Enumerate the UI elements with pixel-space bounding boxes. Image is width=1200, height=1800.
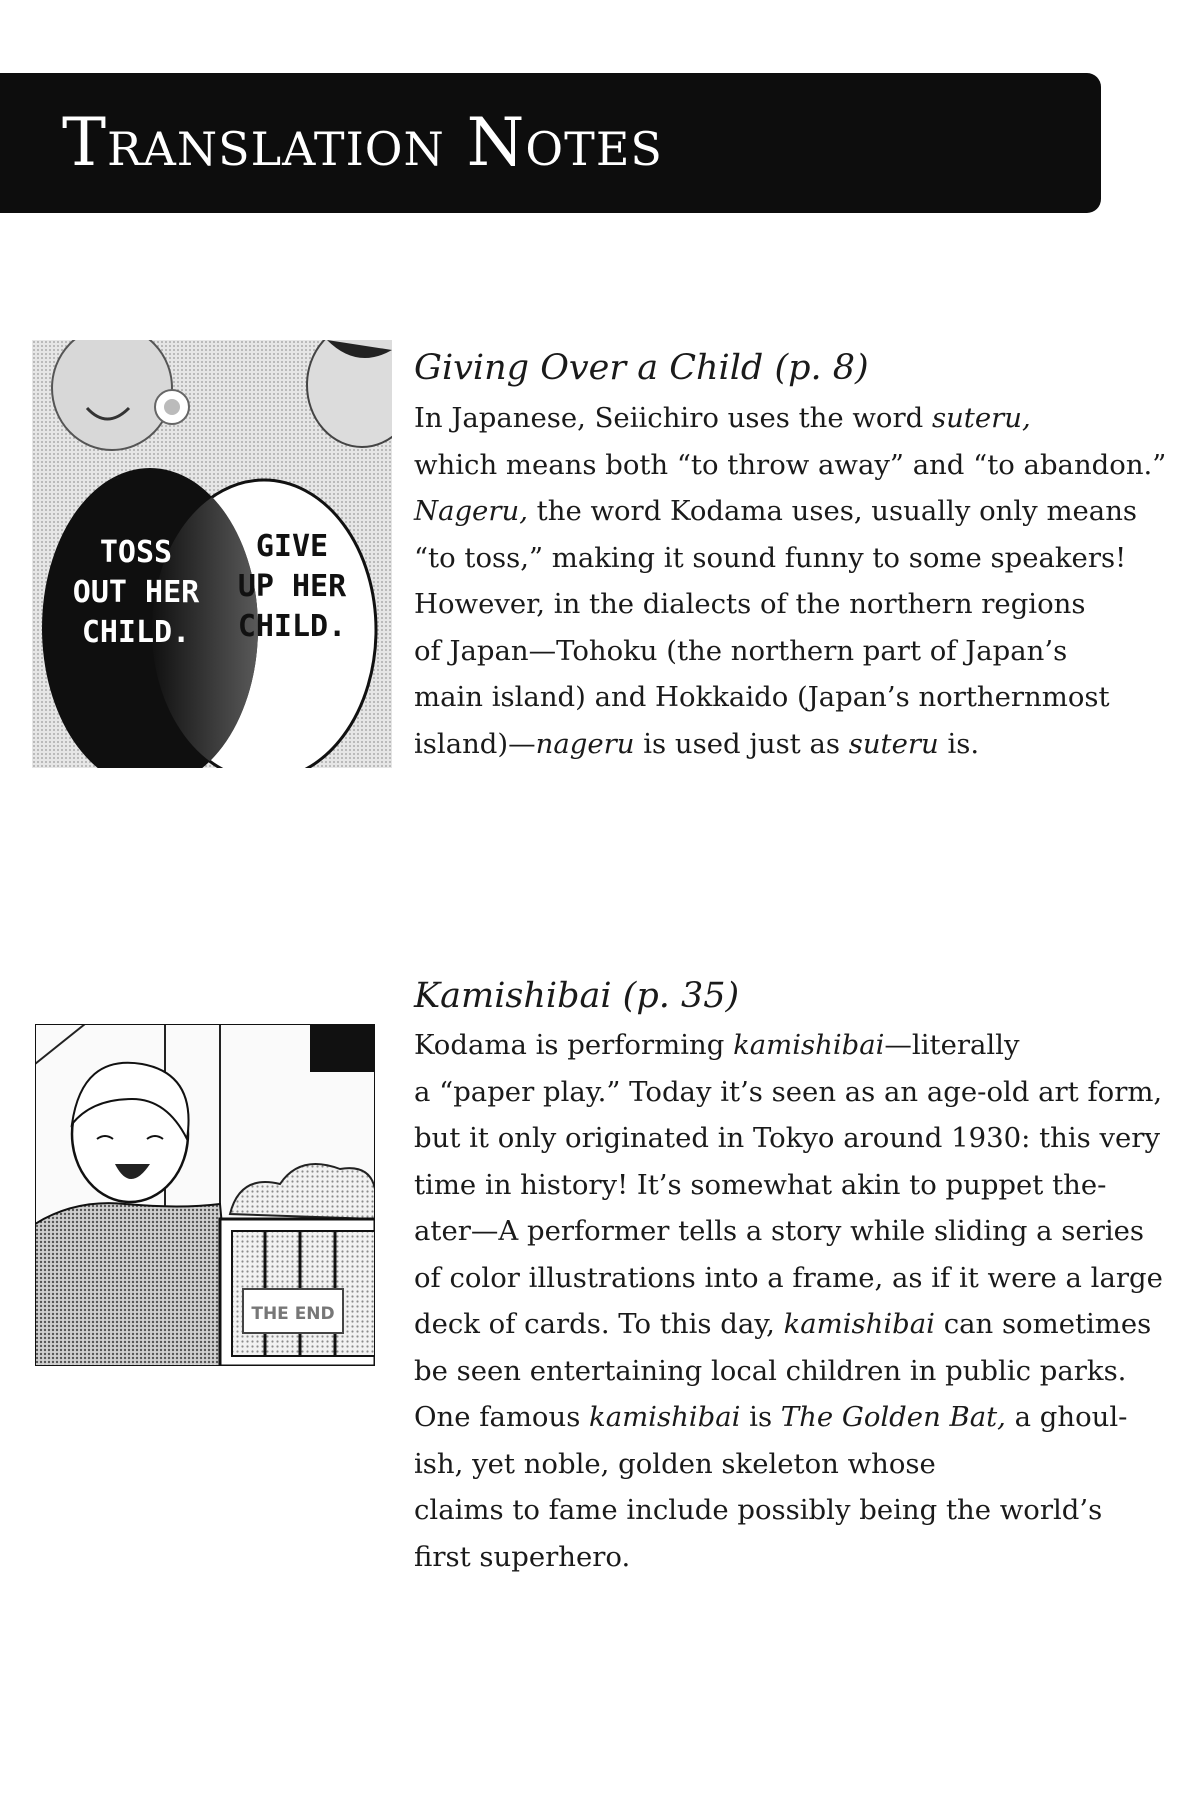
venn-right-line-2: UP HER (237, 569, 347, 604)
text-run: main island) and Hokkaido (Japan’s northernmost (414, 681, 1110, 713)
venn-left-line-2: OUT HER (72, 575, 200, 610)
venn-left-line-3: CHILD. (81, 615, 191, 650)
note-2-body (414, 1022, 1170, 1580)
note-2-line (414, 1441, 1170, 1488)
note-1-line (414, 628, 1170, 675)
text-run: —literally (884, 1029, 1020, 1061)
text-run: a ghoul- (1005, 1401, 1128, 1433)
note-1-line (414, 535, 1170, 582)
note-2-title: Kamishibai (p. 35) (414, 976, 740, 1016)
note-2-line (414, 1162, 1170, 1209)
note-2-line (414, 1115, 1170, 1162)
text-run: ish, yet noble, golden skeleton whose (414, 1447, 936, 1480)
note-2-line (414, 1348, 1170, 1395)
text-run: can sometimes (934, 1308, 1152, 1340)
note-2-line (414, 1208, 1170, 1255)
sign-the-end: THE END (251, 1304, 335, 1324)
note-1-title: Giving Over a Child (p. 8) (414, 348, 869, 388)
text-run: is (740, 1401, 781, 1433)
italic-term: The Golden Bat, (780, 1401, 1006, 1433)
italic-term: suteru, (931, 402, 1031, 434)
note-2-line (414, 1534, 1170, 1581)
italic-term: Nageru, (414, 495, 528, 527)
note-1-line (414, 442, 1170, 489)
note-2-line (414, 1301, 1170, 1348)
italic-term: suteru (848, 727, 939, 760)
text-run: island)— (414, 727, 536, 760)
text-run: ater—A performer tells a story while sliding a series (414, 1215, 1145, 1247)
venn-left-line-1: TOSS (99, 535, 173, 570)
text-run: but it only originated in Tokyo around 1930: this very (414, 1122, 1160, 1154)
note-1-line (414, 395, 1170, 442)
text-run: deck of cards. To this day, (414, 1308, 784, 1340)
note-2-line (414, 1022, 1170, 1069)
note-1-line (414, 674, 1170, 721)
italic-term: kamishibai (783, 1308, 935, 1340)
text-run: first superhero. (414, 1540, 631, 1573)
text-run: of color illustrations into a frame, as if it were a large (414, 1261, 1163, 1294)
note-1-line (414, 488, 1170, 535)
note-1-illustration (32, 340, 392, 768)
note-2-line (414, 1255, 1170, 1302)
text-run: In Japanese, Seiichiro uses the word (414, 402, 932, 434)
venn-right-line-1: GIVE (255, 529, 329, 564)
text-run: One famous (414, 1401, 590, 1433)
text-run: However, in the dialects of the northern regions (414, 588, 1086, 620)
note-1-body (414, 395, 1170, 767)
text-run: be seen entertaining local children in public parks. (414, 1354, 1127, 1387)
venn-right-line-3: CHILD. (237, 609, 347, 644)
note-2-line (414, 1069, 1170, 1116)
text-run: which means both “to throw away” and “to abandon.” (414, 448, 1167, 481)
text-run: “to toss,” making it sound funny to some speakers! (414, 541, 1127, 574)
note-1-line (414, 581, 1170, 628)
text-run: is. (938, 727, 980, 760)
header-banner (0, 73, 1101, 213)
text-run: time in history! It’s somewhat akin to puppet the- (414, 1168, 1107, 1201)
italic-term: kamishibai (589, 1401, 741, 1433)
page-title: Translation Notes (62, 104, 663, 181)
text-run: a “paper play.” Today it’s seen as an age-old art form, (414, 1075, 1163, 1108)
italic-term: nageru (535, 727, 635, 760)
text-run: the word Kodama uses, usually only means (527, 495, 1138, 527)
note-2-line (414, 1487, 1170, 1534)
text-run: claims to fame include possibly being the world’s (414, 1494, 1103, 1526)
text-run: is used just as (634, 727, 849, 760)
note-2-illustration (35, 1024, 375, 1366)
italic-term: kamishibai (733, 1029, 885, 1061)
text-run: of Japan—Tohoku (the northern part of Japan’s (414, 634, 1068, 667)
text-run: Kodama is performing (414, 1029, 734, 1061)
note-2-line (414, 1394, 1170, 1441)
note-1-line (414, 721, 1170, 768)
